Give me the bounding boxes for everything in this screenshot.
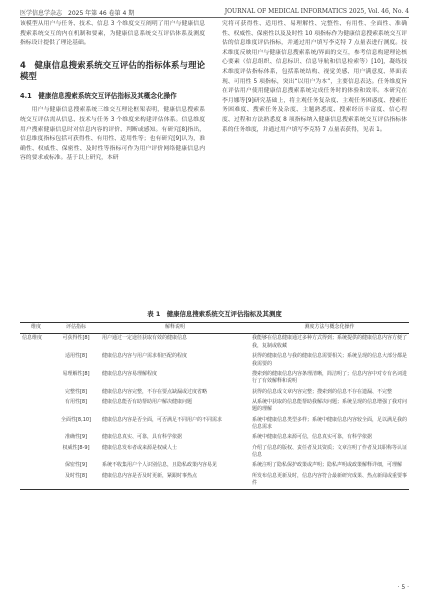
- table-cell: [20, 352, 52, 370]
- table-cell: 适用性[8]: [64, 353, 88, 360]
- table-cell: 完整性[8]: [64, 388, 88, 395]
- table-cell: [20, 370, 52, 388]
- table-cell: 用户通过一定途径获取有效的健康信息: [102, 335, 188, 342]
- table-cell: 易理解性[8]: [62, 370, 90, 377]
- table-header-row: [20, 323, 409, 334]
- journal-title-cn: 医学信息学杂志 2025 年第 46 卷第 4 期: [20, 10, 135, 17]
- table-row: [20, 433, 409, 443]
- table-cell: 我能够在信息健康通过多种方式得到；系统提供的健康信息内容方便了我，复制或收藏: [252, 335, 408, 349]
- table-cell: [20, 461, 52, 471]
- table-cell: [20, 387, 52, 397]
- running-header: [20, 6, 409, 18]
- table-cell: [20, 415, 52, 433]
- table-cell: 所发布信息更新及时，信息内容符合最新研究成果、热点新闻或重要事件: [250, 471, 409, 489]
- table-caption: 表 1 健康信息搜索系统交互评估指标及其测度: [147, 310, 282, 318]
- table-cell: 健康信息内容完整，不存在要点缺漏或过度省略: [102, 388, 208, 395]
- table-row: [20, 370, 409, 388]
- table-cell: 健康信息真实、可靠，具有科学依据: [102, 434, 183, 441]
- table-row: [20, 387, 409, 397]
- table-cell: 有用性[8]: [64, 398, 88, 405]
- header-rule: [20, 17, 409, 18]
- table-cell: 搜索到的健康信息内容条理清晰，简洁明了；信息内容中对专有名词进行了有效解释和说明: [252, 370, 408, 385]
- right-column: [222, 20, 407, 135]
- body-paragraph: 究将可获得性、适用性、易理解性、完整性、有用性、全面性、准确性、权威性、保密性以及及时性 10 项指标作为健康信息搜索系统交互评估的信息维度评估指标，并通过用户填写李克特 7 点量表进行测度。技术维度反映用户与健康信息搜索系统/界面的交互，参考信息构建理论核心要素（信息组织、信息标识、信息导航和信息检索等）[10]，凝练技术维度评估指标体系，包括系统结构、视觉美感、用户满意度、界面表现、可用性 5 项指标，突出“以用户为本”，主要信息表达。任务维度旨在评估用户使用健康信息搜索系统完成任务时的体验和效率。本研究在李月娜等[9]研究基础上，将主观任务复杂度、主观任务困惑度、搜索任务困难度、搜索任务及杂度、主题熟悉度、搜索经历丰富度、信心程度、过程和方法熟悉度 8 项指标纳入健康信息搜索系统交互评估指标体系的任务维度，并通过用户填写李克特 7 点量表获得，见表 1。: [222, 21, 407, 133]
- table-cell: 健康信息能否有助帮助用户解决健康问题: [102, 398, 193, 405]
- table-cell: 全面性[8,10]: [60, 416, 92, 423]
- table-cell: 健康信息内容是否及时更新，紧跟时事热点: [100, 471, 250, 489]
- table-cell: 健康信息发布者或来源是权威人士: [102, 444, 178, 451]
- section-heading: 4 健康信息搜索系统交互评估的指标体系与理论模型: [20, 59, 205, 82]
- table-header-cell: 维度: [20, 323, 52, 334]
- table-header-cell: 解释说明: [100, 323, 250, 334]
- table-row: [20, 352, 409, 370]
- table-cell: 从系统中获取的信息能帮助我解决问题；系统呈现的信息增强了我对问题的理解: [252, 398, 408, 413]
- table-row: [20, 461, 409, 471]
- table-cell: 介绍了信息的版权、责任者及其资质；文章注明了作者及其职称等认证信息: [252, 444, 408, 459]
- table-row: [20, 415, 409, 433]
- indicator-table: [20, 322, 409, 490]
- table-cell: 信息维度: [22, 335, 43, 342]
- page-number: · 5 ·: [397, 584, 409, 591]
- table-cell: 系统中健康信息类型多样；系统中健康信息内容较全面，足以满足我的信息需求: [252, 416, 408, 431]
- table-row: [20, 398, 409, 416]
- table-cell: [20, 433, 52, 443]
- intro-paragraph: 该模型从用户与任务、技术、信息 3 个维度交互阐明了用户与健康信息搜索系统交互的内在机制和要素，为健康信息系统交互评估体系及测度指标设计提供了理论基础。: [20, 21, 205, 47]
- table-row: [20, 471, 409, 489]
- table-row: [20, 443, 409, 461]
- table-header-cell: 测度方法与概念化操作: [250, 323, 409, 334]
- body-paragraph: 用户与健康信息搜索系统三维交互理论框架表明，健康信息搜索系统交互评估需从信息、技术与任务 3 个维度来构建评估体系。信息维度用户搜索健康信息时对信息内容的评价、判断或感知。有研究[8]指出，信息维度指标包括可获得性、有用性、适用性等；也有研究[9]认为，准确性、权威性、保密性、及时性等指标可作为用户评价网络健康信息内容的要求或标准。基于以上研究，本研: [20, 107, 205, 162]
- subsection-heading: 4.1 健康信息搜索系统交互评估指标及其概念化操作: [20, 91, 177, 100]
- table-cell: 可获得性[8]: [62, 335, 90, 342]
- table-cell: 系统中健康信息来源可信，信息真实可靠，有科学依据: [252, 434, 373, 441]
- table-row: [20, 334, 409, 352]
- table-cell: 保密性[9]: [64, 462, 88, 469]
- left-column: [20, 20, 205, 164]
- table-header-cell: 评估指标: [52, 323, 100, 334]
- table-cell: 健康信息内容易理解程度: [102, 370, 158, 377]
- table-cell: 获得的健康信息与我的健康信息需要相关；系统呈现的信息大部分都是我需要的: [252, 353, 408, 367]
- table-cell: 系统注明了隐私保护政策或声明；隐私声明或政策解释详细，可理解: [252, 462, 403, 469]
- journal-title-en: JOURNAL OF MEDICAL INFORMATICS 2025, Vol. 46, No. 4: [224, 8, 409, 15]
- table-cell: 获得的信息成文章内容完整；搜索到的信息不存在遗漏、不完整: [252, 388, 393, 395]
- table-cell: 系统不收集用户个人识别信息，且隐私政策内容易见: [102, 462, 218, 469]
- table-cell: 健康信息内容与用户需求相匹配的程度: [102, 353, 188, 360]
- table-cell: 权威性[8-9]: [62, 444, 90, 451]
- table-cell: [20, 443, 52, 461]
- table-cell: [20, 398, 52, 416]
- table-cell: 及时性[8]: [52, 471, 100, 489]
- table-cell: 准确性[9]: [64, 434, 88, 441]
- table-cell: [20, 471, 52, 489]
- table-cell: 健康信息内容是否全面，可否满足不同用户的不同需求: [102, 416, 223, 423]
